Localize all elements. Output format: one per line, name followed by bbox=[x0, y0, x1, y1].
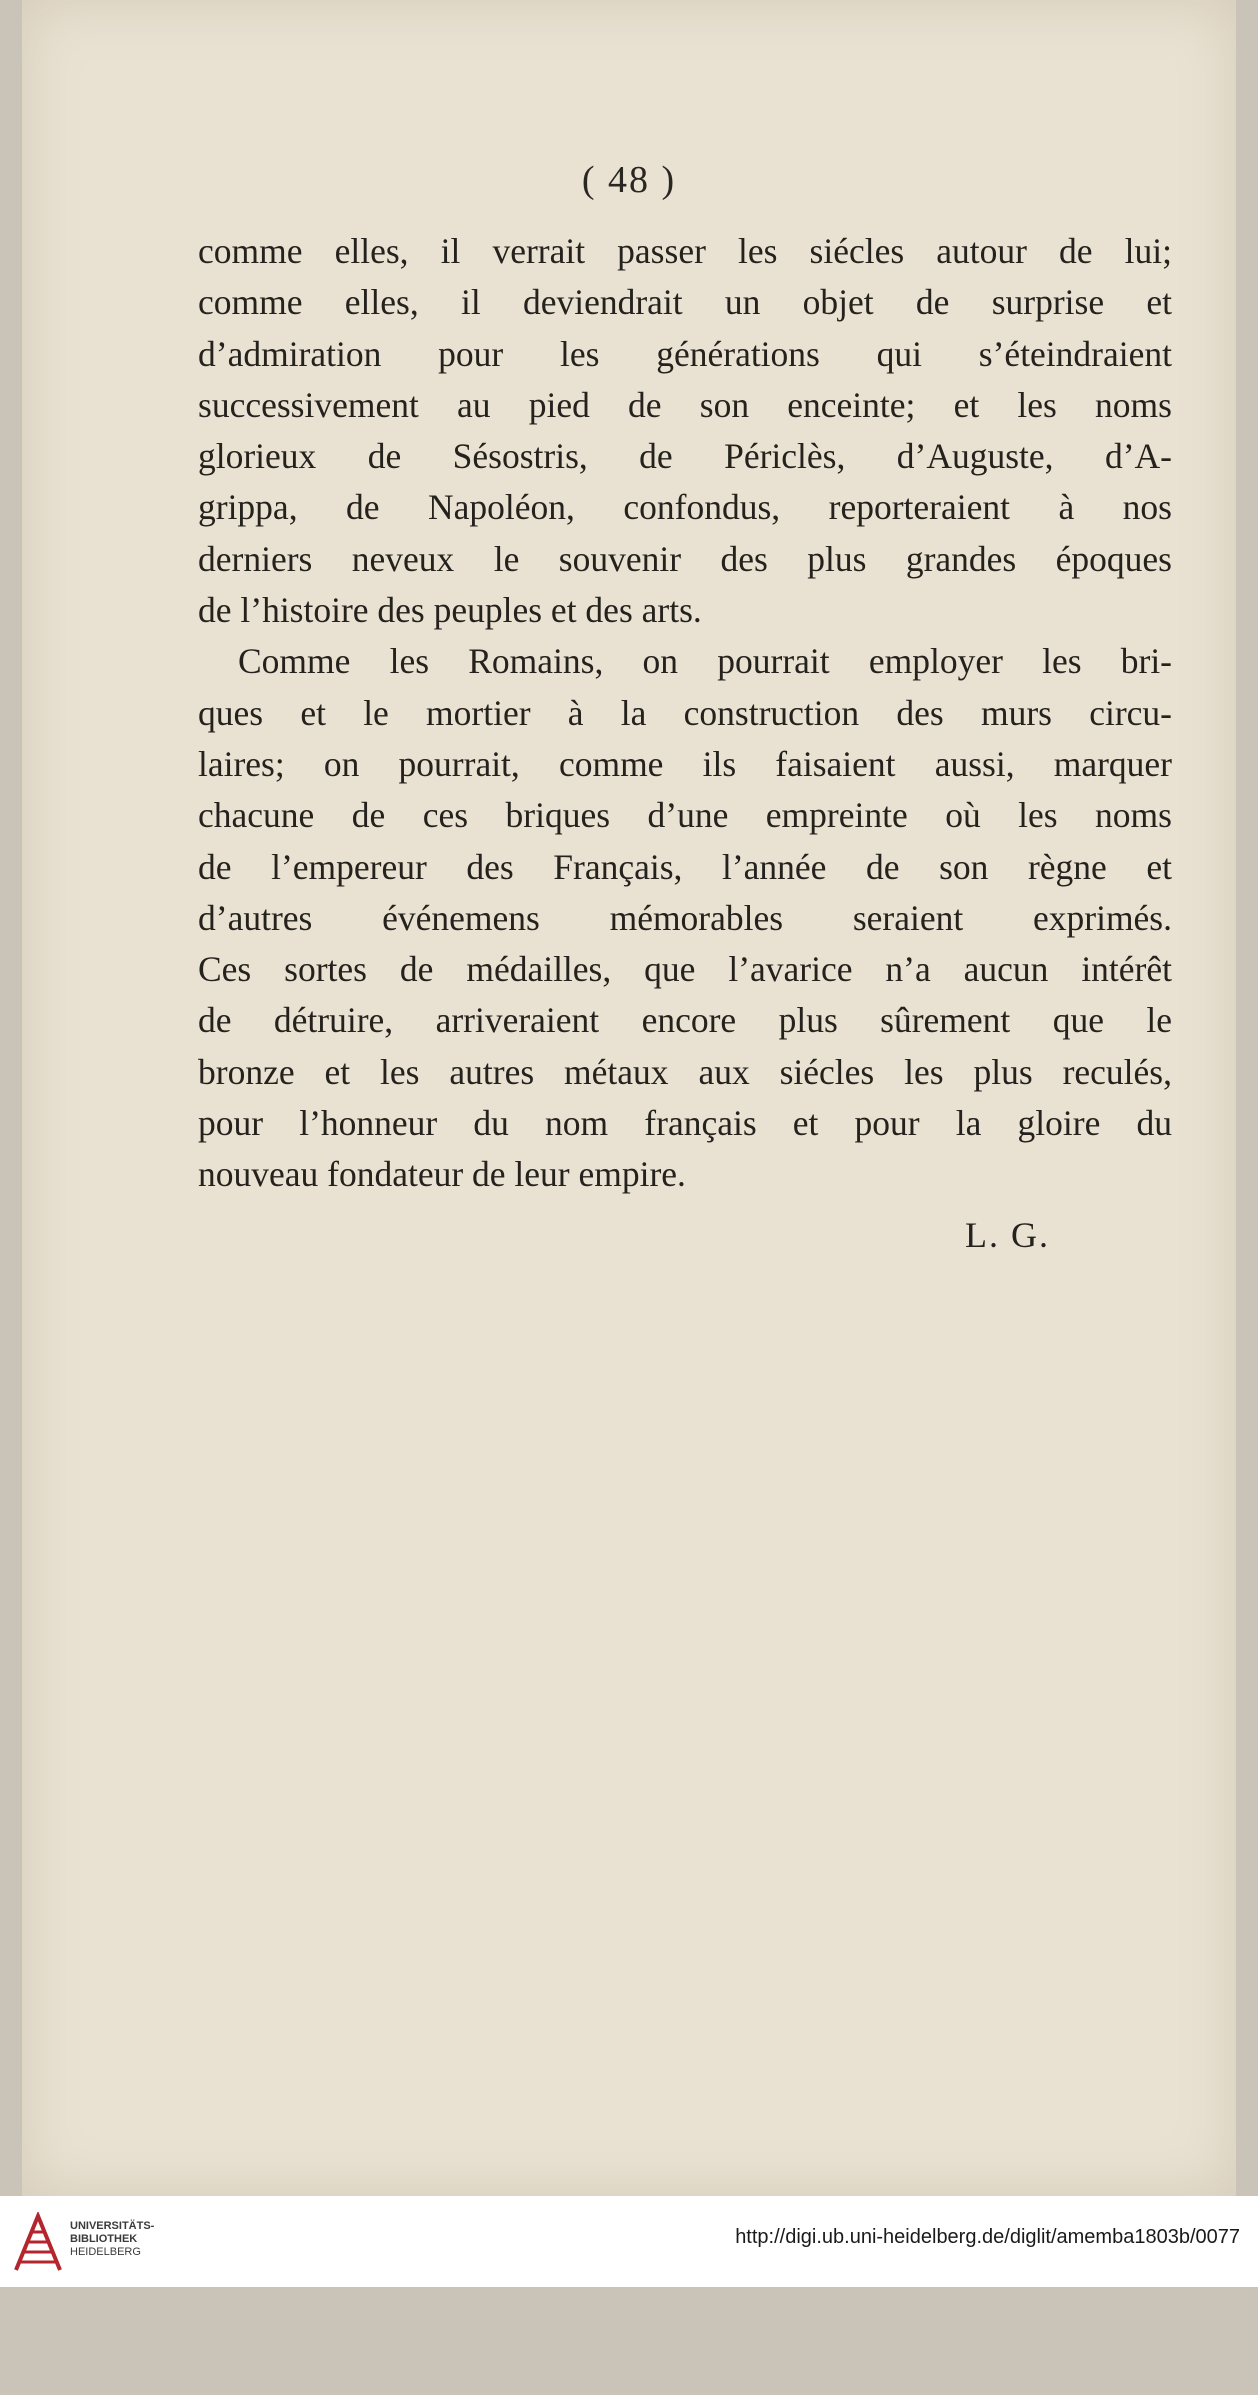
page-number: ( 48 ) bbox=[581, 159, 677, 201]
text-line: de l’empereur des Français, l’année de son règne et bbox=[198, 846, 1172, 887]
text-line: comme elles, il verrait passer les siécles autour de lui; bbox=[198, 231, 1172, 271]
text-line: pour l’honneur du nom français et pour la gloire du bbox=[198, 1103, 1172, 1144]
permalink-url[interactable]: http://digi.ub.uni-heidelberg.de/diglit/amemba1803b/0077 bbox=[735, 2226, 1240, 2248]
text-line: chacune de ces briques d’une empreinte où les noms bbox=[198, 795, 1172, 836]
text-line: Ces sortes de médailles, que l’avarice n’a aucun intérêt bbox=[198, 949, 1172, 990]
library-name bbox=[70, 2220, 154, 2259]
text-line: d’autres événemens mémorables seraient exprimés. bbox=[198, 897, 1172, 938]
university-library-logo-icon bbox=[12, 2212, 64, 2274]
body-text bbox=[198, 226, 1172, 1201]
library-name-line: UNIVERSITÄTS- bbox=[70, 2220, 155, 2232]
text-line: successivement au pied de son enceinte; et les noms bbox=[198, 384, 1172, 425]
text-line: laires; on pourrait, comme ils faisaient aussi, marquer bbox=[198, 743, 1172, 784]
text-line: d’admiration pour les générations qui s’éteindraient bbox=[198, 333, 1172, 374]
text-line: ques et le mortier à la construction des murs circu- bbox=[198, 692, 1172, 733]
text-line: de l’histoire des peuples et des arts. bbox=[198, 590, 702, 631]
text-line: bronze et les autres métaux aux siécles les plus reculés, bbox=[198, 1051, 1172, 1092]
text-line: derniers neveux le souvenir des plus grandes époques bbox=[198, 538, 1172, 579]
text-line: grippa, de Napoléon, confondus, reporteraient à nos bbox=[198, 487, 1172, 528]
footer-bar bbox=[0, 2196, 1258, 2287]
text-line: comme elles, il deviendrait un objet de surprise et bbox=[198, 282, 1172, 323]
text-line: Comme les Romains, on pourrait employer les bri- bbox=[238, 641, 1172, 682]
author-signature: L. G. bbox=[965, 1215, 1050, 1255]
library-name-line: BIBLIOTHEK bbox=[70, 2233, 138, 2245]
text-line: nouveau fondateur de leur empire. bbox=[198, 1154, 686, 1195]
library-name-line: HEIDELBERG bbox=[70, 2246, 141, 2258]
text-line: glorieux de Sésostris, de Périclès, d’Auguste, d’A- bbox=[198, 436, 1172, 477]
text-line: de détruire, arriveraient encore plus sûrement que le bbox=[198, 1000, 1172, 1041]
